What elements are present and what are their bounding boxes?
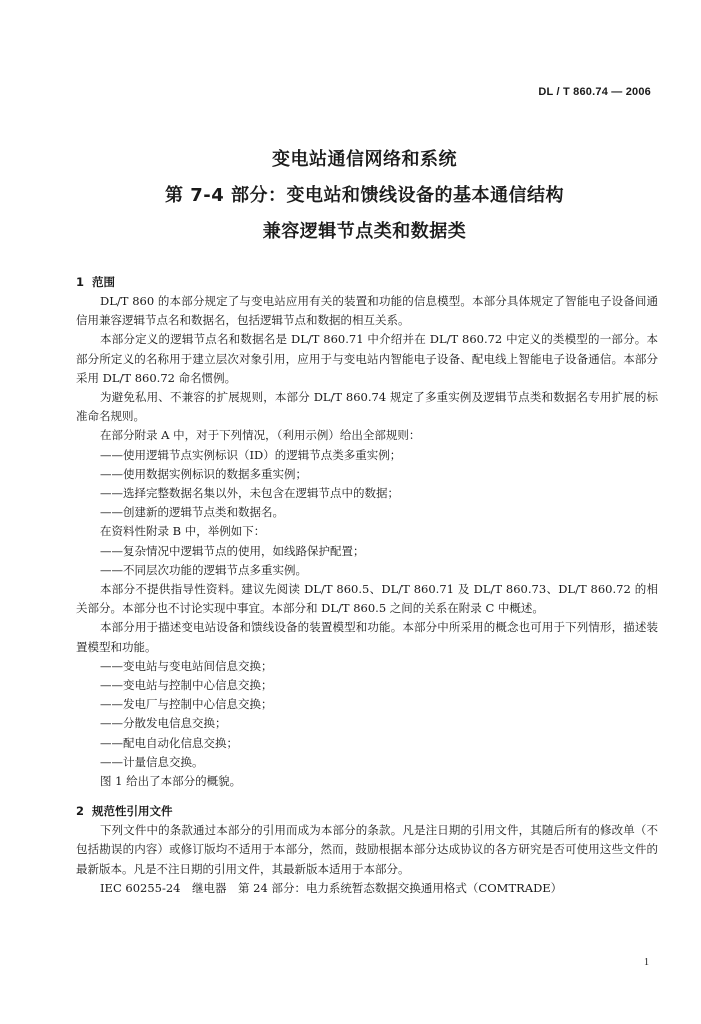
title-line-1: 变电站通信网络和系统 — [272, 149, 457, 170]
section-2-heading — [76, 801, 658, 821]
document-title-block — [0, 142, 701, 250]
list-item: ——发电厂与控制中心信息交换； — [100, 697, 273, 712]
paragraph: 在部分附录 A 中，对于下列情况，（利用示例）给出全部规则： — [100, 428, 421, 443]
spacer — [76, 791, 658, 801]
section-2-title: 规范性引用文件 — [92, 804, 173, 819]
section-1-title: 范围 — [92, 275, 115, 289]
list-item: ——复杂情况中逻辑节点的使用，如线路保护配置； — [100, 543, 365, 558]
page-number: 1 — [644, 957, 649, 968]
list-item: ——使用逻辑节点实例标识（ID）的逻辑节点类多重实例； — [100, 447, 402, 462]
list-item: ——变电站与控制中心信息交换； — [100, 678, 273, 693]
section-1-heading — [76, 272, 658, 292]
title-line-3: 兼容逻辑节点类和数据类 — [262, 221, 467, 242]
reference-entry: IEC 60255-24 继电器 第 24 部分：电力系统暂态数据交换通用格式（COMTRADE） — [100, 880, 563, 895]
list-item: ——变电站与变电站间信息交换； — [100, 658, 273, 673]
paragraph: 为避免私用、不兼容的扩展规则，本部分 DL/T 860.74 规定了多重实例及逻辑节点类和数据名专用扩展的标准命名规则。 — [76, 390, 658, 424]
list-item: ——选择完整数据名集以外，未包含在逻辑节点中的数据； — [100, 486, 399, 501]
paragraph: 本部分用于描述变电站设备和馈线设备的装置模型和功能。本部分中所采用的概念也可用于下列情形，描述装置模型和功能。 — [76, 620, 658, 654]
title-line-2: 第 7-4 部分：变电站和馈线设备的基本通信结构 — [164, 185, 565, 206]
paragraph: DL/T 860 的本部分规定了与变电站应用有关的装置和功能的信息模型。本部分具体规定了智能电子设备间通信用兼容逻辑节点名和数据名，包括逻辑节点和数据的相互关系。 — [76, 294, 658, 328]
paragraph: 在资料性附录 B 中，举例如下： — [100, 524, 266, 539]
paragraph: 下列文件中的条款通过本部分的引用而成为本部分的条款。凡是注日期的引用文件，其随后所有的修改单（不包括勘误的内容）或修订版均不适用于本部分，然而，鼓励根据本部分达成协议的各方研究是否可使用这些文件的最新版本。凡是不注日期的引用文件，其最新版本适用于本部分。 — [76, 823, 658, 876]
section-2-number: 2 — [76, 804, 85, 819]
document-body — [76, 272, 658, 898]
section-1-number: 1 — [76, 275, 85, 289]
list-item: ——使用数据实例标识的数据多重实例； — [100, 466, 307, 481]
paragraph: 图 1 给出了本部分的概貌。 — [100, 774, 242, 789]
paragraph: 本部分定义的逻辑节点名和数据名是 DL/T 860.71 中介绍并在 DL/T 860.72 中定义的类模型的一部分。本部分所定义的名称用于建立层次对象引用，应用于与变电站内智能电子设备、配电线上智能电子设备通信。本部分采用 DL/T 860.72 命名惯例。 — [76, 332, 658, 385]
list-item: ——不同层次功能的逻辑节点多重实例。 — [100, 562, 307, 577]
list-item: ——计量信息交换。 — [100, 754, 204, 769]
list-item: ——配电自动化信息交换； — [100, 735, 238, 750]
standard-number: DL / T 860.74 — 2006 — [538, 86, 651, 98]
list-item: ——分散发电信息交换； — [100, 716, 227, 731]
paragraph: 本部分不提供指导性资料。建议先阅读 DL/T 860.5、DL/T 860.71 及 DL/T 860.73、DL/T 860.72 的相关部分。本部分也不讨论实现中事宜。本部分和 DL/T 860.5 之间的关系在附录 C 中概述。 — [76, 582, 658, 616]
list-item: ——创建新的逻辑节点类和数据名。 — [100, 505, 284, 520]
